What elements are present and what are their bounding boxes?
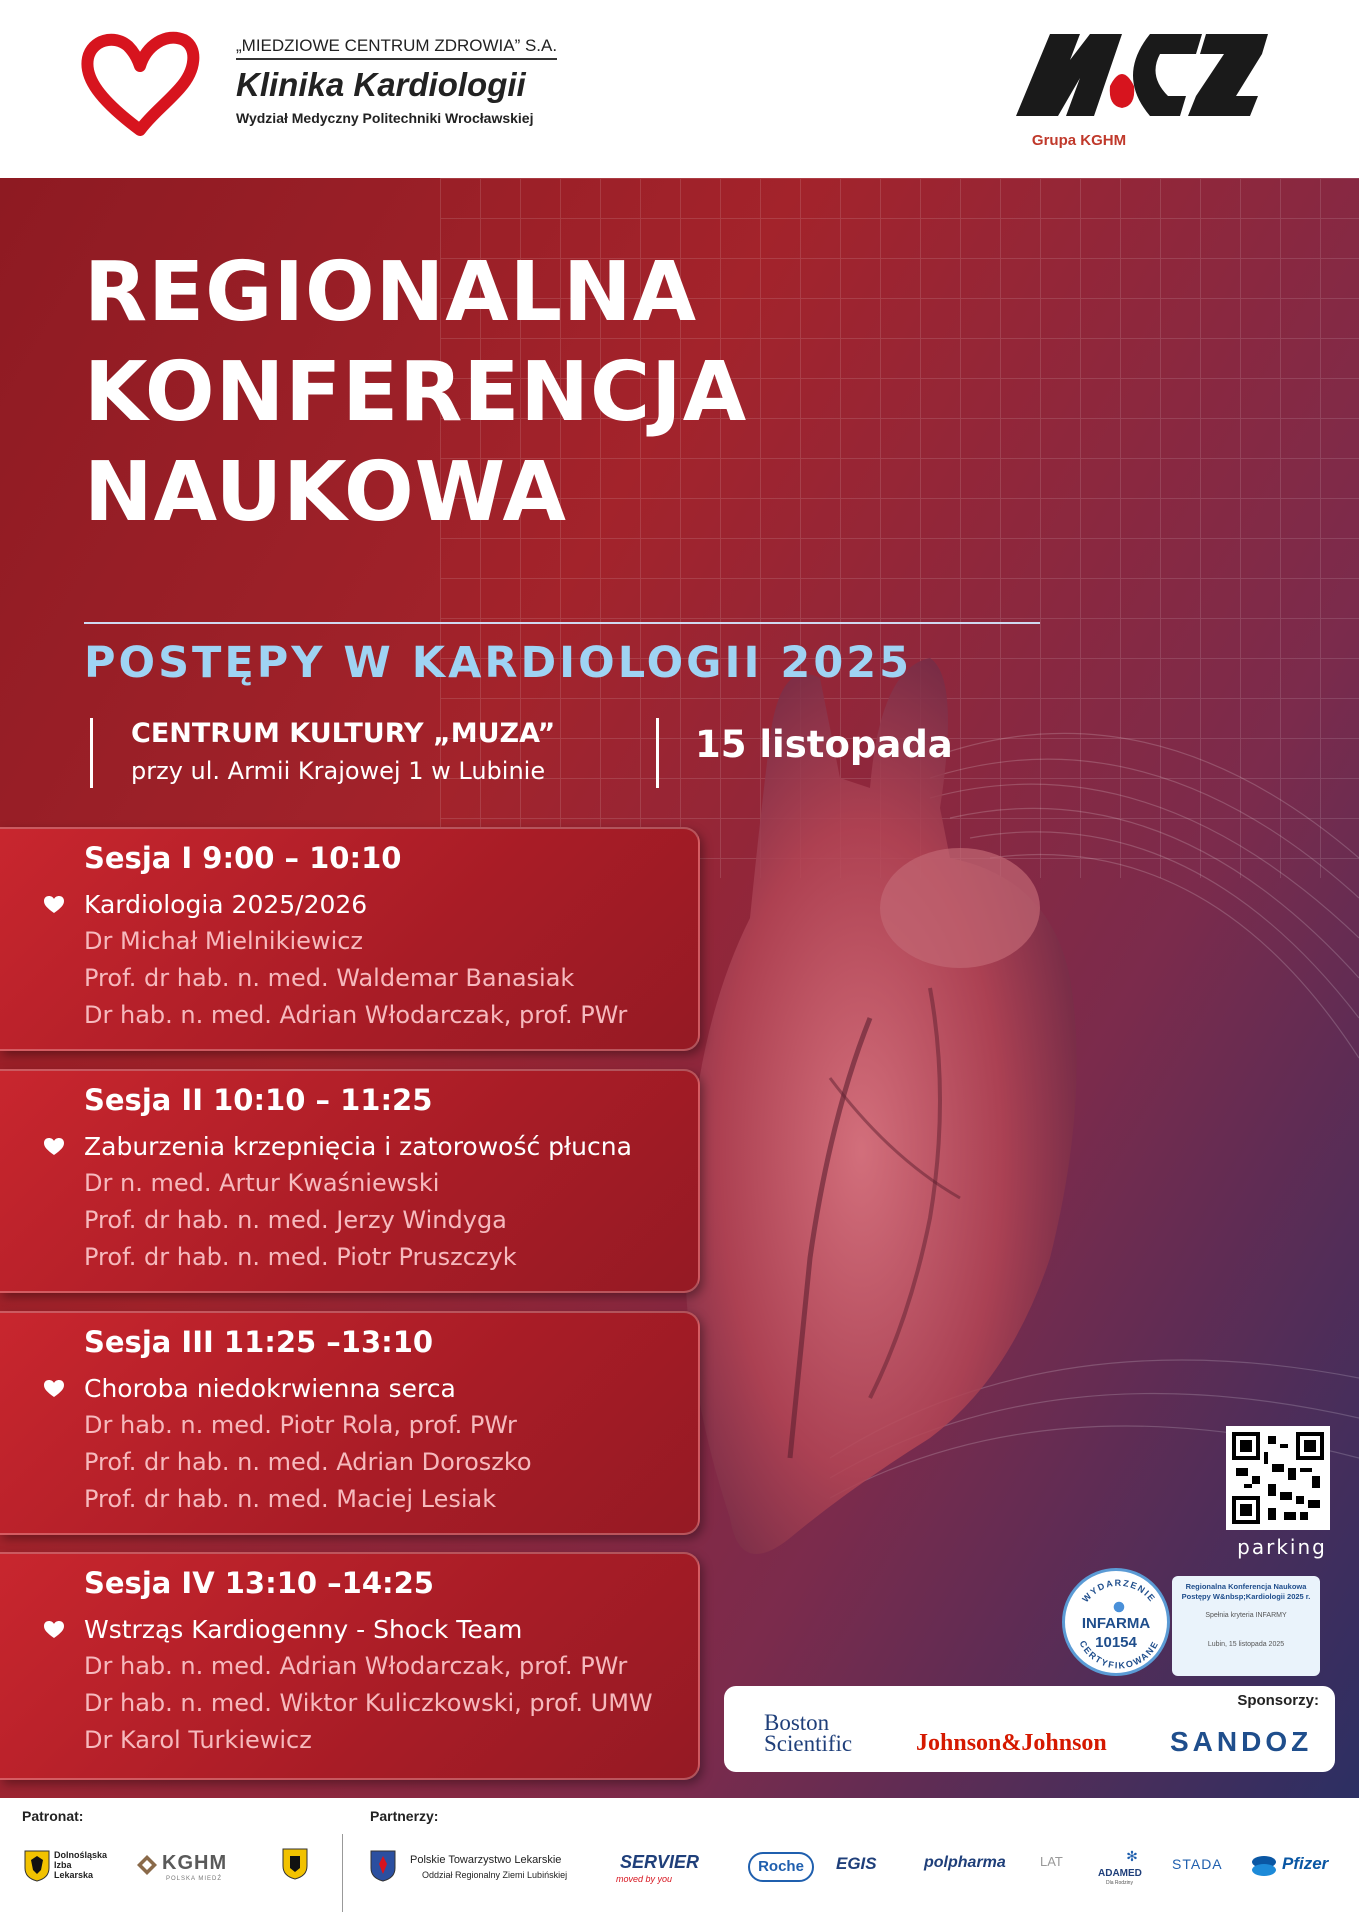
session-title: Sesja III 11:25 –13:10 [84,1325,434,1359]
speaker: Dr hab. n. med. Adrian Włodarczak, prof. PWr [84,1001,628,1029]
certificate-name: INFARMA [1081,1615,1151,1632]
session-topic [84,887,698,923]
certificate-card-title: Regionalna Konferencja Naukowa Postępy W&nbsp;Kardiologii 2025 r. [1181,1582,1311,1601]
topic-text: Choroba niedokrwienna serca [84,1374,456,1403]
session-card-4 [0,1552,700,1780]
ring-bottom-text: CERTYFIKOWANE [1077,1638,1161,1671]
heart-bullet-icon [44,896,64,914]
event-date: 15 listopada [695,723,953,766]
main-title [84,243,747,543]
session-card-3 [0,1311,700,1535]
kghm-subtitle: POLSKA MIEDŹ [166,1876,223,1882]
header [0,0,1359,178]
session-topic [84,1612,698,1648]
speaker: Dr Michał Mielnikiewicz [84,927,364,955]
kghm-logo: KGHM [162,1852,228,1874]
speaker: Dr hab. n. med. Piotr Rola, prof. PWr [84,1411,517,1439]
speaker: Dr Karol Turkiewicz [84,1726,312,1754]
footer [0,1798,1359,1920]
lat-logo: LAT [1040,1854,1063,1869]
heart-bullet-icon [44,1138,64,1156]
kghm-mark-icon [136,1854,158,1876]
boston-line-1: Boston [764,1710,830,1735]
poster [0,178,1359,1798]
pfizer-mark-icon [1250,1852,1278,1880]
boston-line-2: Scientific [764,1731,853,1756]
title-line-1: REGIONALNA [84,245,698,340]
johnson-johnson-logo: Johnson&Johnson [916,1730,1107,1756]
parking-qr-code[interactable] [1226,1426,1330,1530]
clinic-name: Klinika Kardiologii [236,66,526,103]
egis-logo: EGIS [836,1854,877,1873]
faculty-name: Wydział Medyczny Politechniki Wrocławskiej [236,110,534,126]
polpharma-logo: polpharma [924,1854,1006,1871]
infarma-certificate-badge [1062,1568,1170,1676]
adamed-star-icon: ✻ [1126,1848,1138,1864]
infarma-drop-icon [1114,1602,1125,1613]
dil-line-1: Dolnośląska [54,1850,108,1860]
parking-label: parking [1237,1535,1327,1559]
session-title: Sesja IV 13:10 –14:25 [84,1566,434,1600]
date-box [656,718,953,788]
session-title: Sesja II 10:10 – 11:25 [84,1083,433,1117]
servier-logo: SERVIER [620,1852,700,1872]
ptl-line-1: Polskie Towarzystwo Lekarskie [410,1854,562,1866]
heart-logo-icon [80,30,200,140]
company-name: „MIEDZIOWE CENTRUM ZDROWIA” S.A. [236,36,557,60]
speaker: Dr hab. n. med. Wiktor Kuliczkowski, prof. UMW [84,1689,653,1717]
speaker: Prof. dr hab. n. med. Jerzy Windyga [84,1206,507,1234]
speaker: Prof. dr hab. n. med. Maciej Lesiak [84,1485,497,1513]
certificate-card-date: Lubin, 15 listopada 2025 [1207,1641,1285,1648]
title-line-3: NAUKOWA [84,445,567,540]
roche-logo: Roche [748,1852,814,1882]
venue-address: przy ul. Armii Krajowej 1 w Lubinie [131,757,546,785]
mcz-logo [1010,26,1270,122]
patronat-label: Patronat: [22,1808,84,1824]
svg-text:WYDARZENIE [1080,1578,1158,1604]
group-prefix: Grupa [1031,132,1081,149]
title-line-2: KONFERENCJA [84,345,748,440]
ring-top-text: WYDARZENIE [1080,1577,1158,1605]
session-card-2 [0,1069,700,1293]
certificate-card-criteria: Spełnia kryteria INFARMY [1205,1612,1287,1619]
clinic-block [236,36,557,126]
speaker: Prof. dr hab. n. med. Waldemar Banasiak [84,964,575,992]
pfizer-logo: Pfizer [1282,1854,1329,1873]
venue [90,718,555,788]
heart-bullet-icon [44,1380,64,1398]
dil-line-2: Izba [54,1860,72,1870]
session-card-1 [0,827,700,1051]
topic-text: Wstrząs Kardiogenny - Shock Team [84,1615,523,1644]
speaker: Prof. dr hab. n. med. Adrian Doroszko [84,1448,532,1476]
sponsors-panel [724,1686,1335,1772]
subtitle: POSTĘPY W KARDIOLOGII 2025 [84,638,913,688]
heart-bullet-icon [44,1621,64,1639]
topic-text: Kardiologia 2025/2026 [84,890,368,919]
lubin-crest-icon [370,1850,396,1882]
dil-logo [54,1850,107,1880]
session-title: Sesja I 9:00 – 10:10 [84,841,402,875]
sandoz-logo: SANDOZ [1170,1726,1313,1757]
dil-line-3: Lekarska [54,1870,94,1880]
adamed-tagline: Dla Rodziny [1106,1880,1133,1886]
servier-tagline: moved by you [616,1874,673,1884]
ptl-line-2: Oddział Regionalny Ziemi Lubińskiej [422,1870,568,1880]
qr-code-icon [1232,1432,1324,1524]
certificate-number: 10154 [1095,1634,1137,1651]
title-divider [84,622,1040,624]
session-topic [84,1129,698,1165]
footer-divider [342,1834,343,1912]
speaker: Dr n. med. Artur Kwaśniewski [84,1169,440,1197]
speaker: Dr hab. n. med. Adrian Włodarczak, prof. PWr [84,1652,628,1680]
speaker: Prof. dr hab. n. med. Piotr Pruszczyk [84,1243,517,1271]
region-crest-icon [282,1848,308,1880]
certificate-card [1172,1576,1320,1676]
partners-label: Partnerzy: [370,1808,439,1824]
session-topic [84,1371,698,1407]
dil-crest-icon [24,1850,50,1882]
sponsors-label: Sponsorzy: [1237,1692,1319,1709]
group-kghm: KGHM [1080,132,1127,149]
topic-text: Zaburzenia krzepnięcia i zatorowość płucna [84,1132,632,1161]
boston-scientific-logo [764,1712,852,1754]
venue-name: CENTRUM KULTURY „MUZA” [131,718,556,749]
group-label [1014,132,1144,149]
stada-logo: STADA [1172,1856,1223,1872]
adamed-logo: ADAMED [1098,1868,1142,1879]
